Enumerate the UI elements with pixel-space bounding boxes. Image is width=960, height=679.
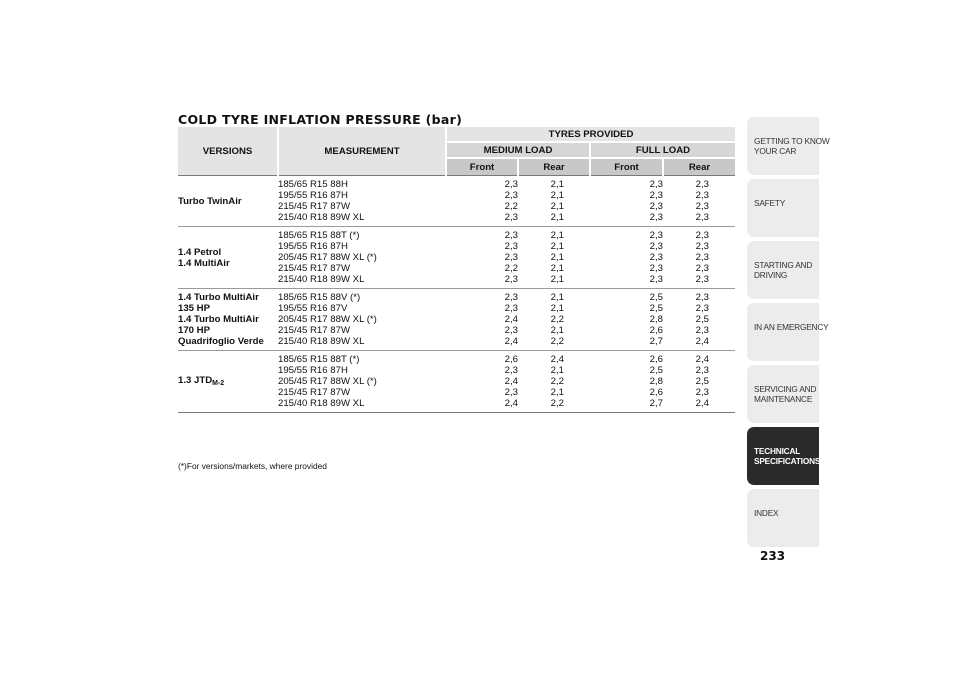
pressure-value: 2,3 [695, 325, 710, 336]
pressure-value: 2,3 [649, 252, 663, 263]
pressure-value: 2,3 [504, 274, 518, 285]
full-front-cell [590, 227, 663, 289]
pressure-value: 2,3 [649, 230, 663, 241]
table-row [178, 351, 735, 413]
measurement-value: 185/65 R15 88T (*) [278, 230, 360, 241]
pressure-value: 2,3 [695, 252, 710, 263]
tab-label: INDEX [754, 508, 779, 518]
pressure-value: 2,3 [695, 365, 710, 376]
medium-rear-cell [518, 351, 590, 413]
pressure-value: 2,3 [649, 212, 663, 223]
pressure-value: 2,3 [504, 387, 518, 398]
medium-rear-cell [518, 176, 590, 227]
pressure-value: 2,3 [649, 190, 663, 201]
pressure-value: 2,4 [695, 336, 710, 347]
pressure-value: 2,4 [504, 314, 518, 325]
medium-front-header: Front [446, 158, 518, 176]
pressure-value: 2,3 [649, 201, 663, 212]
version-cell [178, 289, 278, 351]
pressure-value: 2,7 [649, 398, 663, 409]
measurement-cell [278, 227, 446, 289]
versions-header: VERSIONS [178, 127, 278, 176]
table-row [178, 176, 735, 227]
medium-front-cell [446, 289, 518, 351]
table-row [178, 289, 735, 351]
medium-rear-header: Rear [518, 158, 590, 176]
version-cell [178, 227, 278, 289]
measurement-cell [278, 351, 446, 413]
tab-starting-and-driving[interactable] [747, 241, 819, 299]
measurement-value: 215/45 R17 87W [278, 263, 350, 274]
measurement-value: 215/40 R18 89W XL [278, 274, 365, 285]
pressure-value: 2,2 [550, 398, 564, 409]
measurement-cell [278, 176, 446, 227]
tab-label: MAINTENANCE [754, 393, 813, 404]
measurement-value: 205/45 R17 88W XL (*) [278, 252, 377, 263]
pressure-value: 2,2 [550, 314, 564, 325]
pressure-value: 2,3 [649, 241, 663, 252]
measurement-value: 195/55 R16 87H [278, 241, 348, 252]
pressure-value: 2,6 [649, 354, 663, 365]
pressure-value: 2,3 [695, 263, 710, 274]
version-line: 170 HP [178, 325, 210, 336]
tab-label: YOUR CAR [754, 145, 797, 156]
tyre-pressure-table [178, 127, 735, 413]
measurement-value: 185/65 R15 88T (*) [278, 354, 360, 365]
tab-index[interactable] [747, 489, 819, 547]
pressure-value: 2,2 [550, 336, 564, 347]
pressure-value: 2,3 [504, 303, 518, 314]
full-rear-cell [663, 351, 735, 413]
measurement-cell [278, 289, 446, 351]
page-number: 233 [760, 549, 786, 563]
version-line [178, 375, 278, 389]
tab-in-an-emergency[interactable] [747, 303, 829, 361]
full-rear-cell [663, 227, 735, 289]
tab-servicing-and-maintenance[interactable] [747, 365, 819, 423]
pressure-value: 2,1 [550, 201, 564, 212]
pressure-value: 2,1 [550, 241, 564, 252]
pressure-value: 2,1 [550, 230, 564, 241]
version-cell [178, 176, 278, 227]
full-front-cell [590, 351, 663, 413]
pressure-value: 2,6 [649, 387, 663, 398]
footnote: (*)For versions/markets, where provided [178, 461, 327, 471]
pressure-value: 2,5 [695, 314, 710, 325]
pressure-value: 2,1 [550, 179, 564, 190]
full-load-header: FULL LOAD [590, 142, 735, 158]
pressure-value: 2,4 [550, 354, 564, 365]
pressure-value: 2,3 [504, 252, 518, 263]
tab-getting-to-know-your-car[interactable] [747, 117, 830, 175]
pressure-value: 2,4 [695, 398, 710, 409]
pressure-value: 2,4 [504, 336, 518, 347]
measurement-value: 195/55 R16 87V [278, 303, 348, 314]
measurement-value: 205/45 R17 88W XL (*) [278, 314, 377, 325]
tab-label: STARTING AND [754, 260, 813, 270]
tab-label: TECHNICAL [754, 446, 801, 456]
tab-label: SPECIFICATIONS [754, 455, 821, 466]
version-cell [178, 351, 278, 413]
version-subscript: M-2 [212, 379, 225, 387]
version-line: Quadrifoglio Verde [178, 336, 264, 347]
pressure-value: 2,6 [504, 354, 518, 365]
medium-rear-cell [518, 289, 590, 351]
medium-front-cell [446, 227, 518, 289]
pressure-value: 2,7 [649, 336, 663, 347]
full-front-cell [590, 176, 663, 227]
full-rear-header: Rear [663, 158, 735, 176]
pressure-value: 2,3 [695, 241, 710, 252]
medium-front-cell [446, 176, 518, 227]
pressure-value: 2,4 [695, 354, 710, 365]
measurement-value: 215/45 R17 87W [278, 325, 350, 336]
measurement-value: 215/45 R17 87W [278, 201, 350, 212]
pressure-value: 2,3 [504, 212, 518, 223]
pressure-value: 2,3 [649, 263, 663, 274]
pressure-value: 2,2 [504, 263, 518, 274]
pressure-value: 2,4 [504, 376, 518, 387]
pressure-value: 2,8 [649, 314, 663, 325]
pressure-value: 2,1 [550, 387, 564, 398]
tab-label: IN AN EMERGENCY [754, 322, 829, 332]
table-row [178, 227, 735, 289]
pressure-value: 2,3 [695, 303, 710, 314]
pressure-value: 2,6 [649, 325, 663, 336]
measurement-value: 215/45 R17 87W [278, 387, 350, 398]
version-line: 1.4 Turbo MultiAir [178, 292, 259, 303]
version-line: Turbo TwinAir [178, 195, 242, 207]
pressure-value: 2,1 [550, 292, 564, 303]
pressure-value: 2,3 [695, 190, 710, 201]
pressure-value: 2,3 [649, 274, 663, 285]
pressure-value: 2,3 [695, 201, 710, 212]
section-tabs [747, 117, 830, 551]
pressure-value: 2,5 [695, 376, 710, 387]
pressure-value: 2,2 [550, 376, 564, 387]
measurement-header: MEASUREMENT [278, 127, 446, 176]
full-rear-cell [663, 176, 735, 227]
pressure-value: 2,3 [504, 230, 518, 241]
tab-label: GETTING TO KNOW [754, 136, 830, 146]
version-main: 1.3 JTD [178, 374, 213, 386]
version-line: 1.4 Turbo MultiAir [178, 314, 259, 325]
measurement-value: 215/40 R18 89W XL [278, 336, 365, 347]
pressure-value: 2,3 [695, 387, 710, 398]
pressure-value: 2,1 [550, 263, 564, 274]
pressure-value: 2,5 [649, 365, 663, 376]
pressure-value: 2,5 [649, 292, 663, 303]
measurement-value: 215/40 R18 89W XL [278, 212, 365, 223]
pressure-value: 2,3 [504, 292, 518, 303]
pressure-value: 2,1 [550, 212, 564, 223]
measurement-value: 195/55 R16 87H [278, 365, 348, 376]
pressure-value: 2,3 [695, 230, 710, 241]
measurement-value: 195/55 R16 87H [278, 190, 348, 201]
pressure-value: 2,1 [550, 325, 564, 336]
pressure-value: 2,3 [504, 179, 518, 190]
pressure-value: 2,3 [504, 365, 518, 376]
measurement-value: 185/65 R15 88V (*) [278, 292, 361, 303]
pressure-value: 2,3 [695, 212, 710, 223]
full-front-cell [590, 289, 663, 351]
pressure-value: 2,3 [649, 179, 663, 190]
pressure-value: 2,3 [695, 274, 710, 285]
pressure-value: 2,1 [550, 274, 564, 285]
measurement-value: 205/45 R17 88W XL (*) [278, 376, 377, 387]
medium-rear-cell [518, 227, 590, 289]
pressure-value: 2,3 [695, 292, 710, 303]
measurement-value: 185/65 R15 88H [278, 179, 348, 190]
version-line: 135 HP [178, 303, 210, 314]
pressure-value: 2,3 [695, 179, 710, 190]
pressure-value: 2,8 [649, 376, 663, 387]
pressure-value: 2,4 [504, 398, 518, 409]
pressure-value: 2,5 [649, 303, 663, 314]
medium-load-header: MEDIUM LOAD [446, 142, 590, 158]
version-line: 1.4 MultiAir [178, 257, 230, 269]
pressure-value: 2,3 [504, 325, 518, 336]
tab-safety[interactable] [747, 179, 819, 237]
pressure-value: 2,2 [504, 201, 518, 212]
tab-label: DRIVING [754, 269, 788, 280]
page-title: COLD TYRE INFLATION PRESSURE (bar) [178, 112, 463, 127]
version-line: 1.4 Petrol [178, 246, 222, 258]
pressure-value: 2,1 [550, 252, 564, 263]
full-rear-cell [663, 289, 735, 351]
tyres-provided-header: TYRES PROVIDED [446, 127, 735, 142]
medium-front-cell [446, 351, 518, 413]
tab-label: SERVICING AND [754, 384, 817, 394]
tab-label: SAFETY [754, 198, 786, 208]
pressure-value: 2,3 [504, 241, 518, 252]
measurement-value: 215/40 R18 89W XL [278, 398, 365, 409]
pressure-value: 2,1 [550, 190, 564, 201]
full-front-header: Front [590, 158, 663, 176]
pressure-value: 2,3 [504, 190, 518, 201]
pressure-value: 2,1 [550, 365, 564, 376]
pressure-value: 2,1 [550, 303, 564, 314]
tab-technical-specifications[interactable] [747, 427, 819, 485]
